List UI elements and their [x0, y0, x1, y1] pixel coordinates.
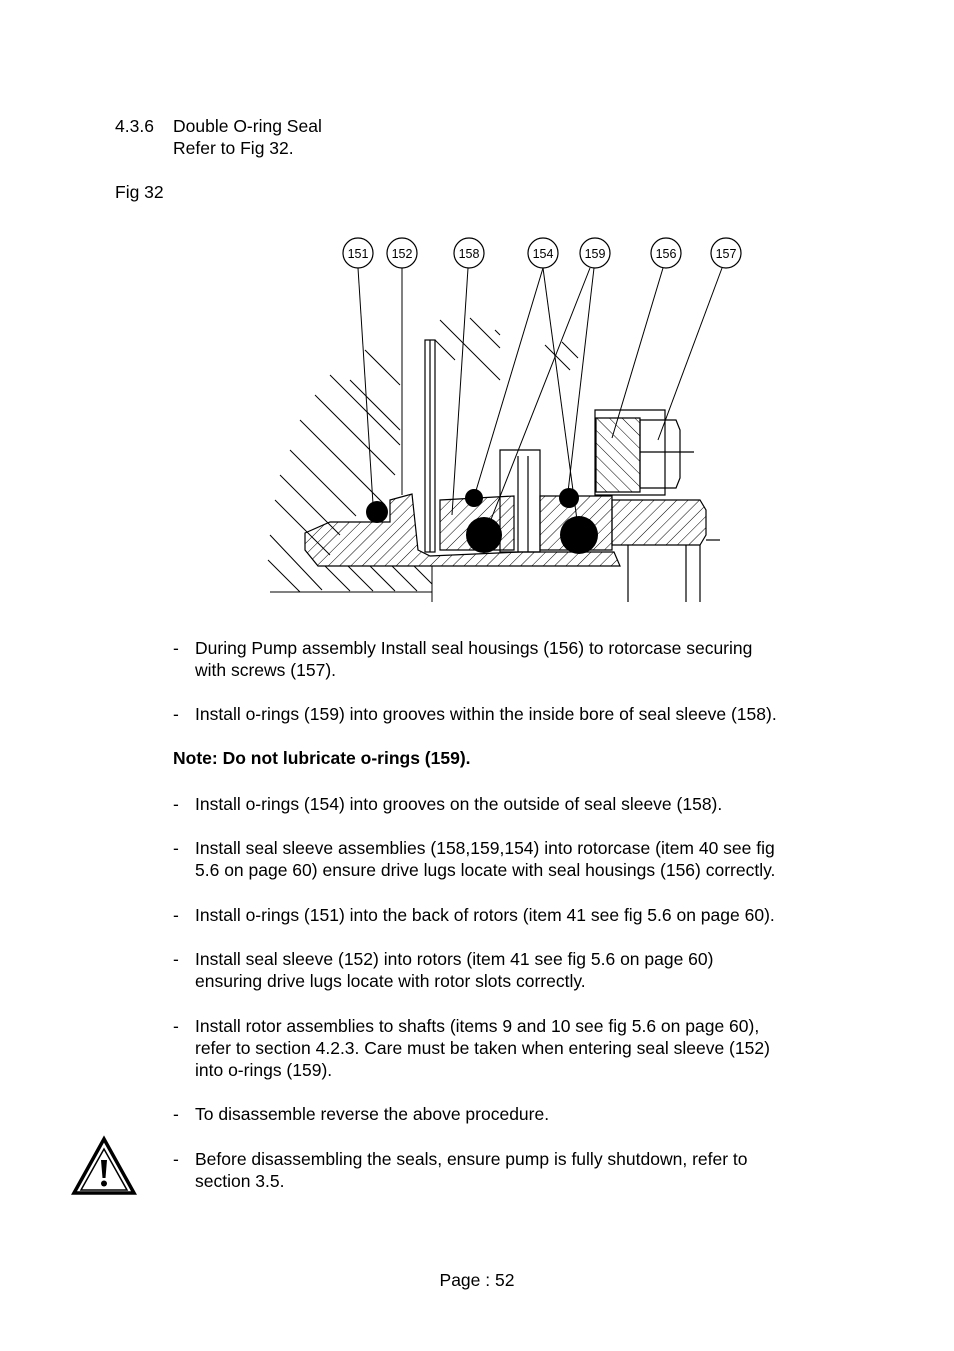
page-number: Page : 52: [439, 1270, 515, 1290]
bullet-dash: -: [173, 838, 179, 858]
step-line: section 3.5.: [195, 1171, 285, 1191]
step-line: ensuring drive lugs locate with rotor slots correctly.: [195, 971, 586, 991]
step-line: During Pump assembly Install seal housings (156) to rotorcase securing: [195, 638, 753, 658]
bullet-dash: -: [173, 905, 179, 925]
bullet-dash: -: [173, 638, 179, 658]
step-line: Install o-rings (159) into grooves within the inside bore of seal sleeve (158).: [195, 704, 777, 724]
step-line: Install rotor assemblies to shafts (items 9 and 10 see fig 5.6 on page 60),: [195, 1016, 760, 1036]
note-do-not-lubricate: Note: Do not lubricate o-rings (159).: [173, 748, 471, 768]
step-disassemble: [173, 1103, 853, 1125]
step-line: Install o-rings (154) into grooves on the outside of seal sleeve (158).: [195, 794, 723, 814]
step-line: refer to section 4.2.3. Care must be taken when entering seal sleeve (152): [195, 1038, 770, 1058]
callout-label-152: 152: [391, 247, 413, 261]
callout-label-157: 157: [715, 247, 737, 261]
step-line: with screws (157).: [195, 660, 337, 680]
callout-label-158: 158: [458, 247, 480, 261]
step-install-rotor-assemblies: [173, 1015, 853, 1081]
section-number: 4.3.6: [115, 116, 154, 136]
bullet-dash: -: [173, 949, 179, 969]
warning-triangle-icon: [72, 1136, 136, 1196]
step-line: Install seal sleeve assemblies (158,159,154) into rotorcase (item 40 see fig: [195, 838, 775, 858]
seal-components: [305, 340, 720, 602]
step-install-seal-sleeve-152: [173, 948, 853, 992]
step-before-disassembling: [173, 1148, 853, 1192]
step-install-o-rings-151: [173, 904, 853, 926]
seal-cross-section-drawing: [262, 234, 737, 606]
bullet-dash: -: [173, 1016, 179, 1036]
bullet-dash: -: [173, 1149, 179, 1169]
section-reference: Refer to Fig 32.: [173, 138, 294, 158]
section-title: Double O-ring Seal: [173, 116, 322, 136]
bullet-dash: -: [173, 1104, 179, 1124]
callout-label-156: 156: [655, 247, 677, 261]
step-line: Install o-rings (151) into the back of rotors (item 41 see fig 5.6 on page 60).: [195, 905, 775, 925]
callout-label-159: 159: [584, 247, 606, 261]
step-line: into o-rings (159).: [195, 1060, 333, 1080]
bullet-dash: -: [173, 794, 179, 814]
callout-label-151: 151: [347, 247, 369, 261]
figure-label: Fig 32: [115, 182, 164, 202]
step-install-seal-sleeve-assemblies: [173, 837, 853, 881]
step-line: 5.6 on page 60) ensure drive lugs locate with seal housings (156) correctly.: [195, 860, 776, 880]
step-line: Before disassembling the seals, ensure pump is fully shutdown, refer to: [195, 1149, 748, 1169]
step-line: To disassemble reverse the above procedure.: [195, 1104, 550, 1124]
callout-label-154: 154: [532, 247, 554, 261]
step-install-seal-housings: [173, 637, 853, 681]
step-install-o-rings-159: [173, 703, 853, 725]
step-install-o-rings-154: [173, 793, 853, 815]
bullet-dash: -: [173, 704, 179, 724]
step-line: Install seal sleeve (152) into rotors (item 41 see fig 5.6 on page 60): [195, 949, 714, 969]
